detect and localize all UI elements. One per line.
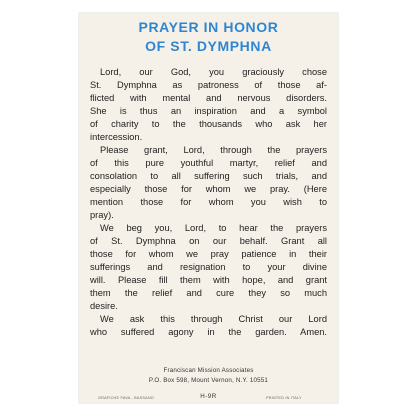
prayer-line: She is thus an inspiration and a symbol xyxy=(90,106,327,116)
prayer-card xyxy=(79,13,338,403)
organization-address: P.O. Box 598, Mount Vernon, N.Y. 10551 xyxy=(148,377,269,384)
title-line-1: PRAYER IN HONOR xyxy=(138,19,279,35)
prayer-line: sufferings and resignation to your divine xyxy=(90,262,327,272)
prayer-line: We beg you, Lord, to hear the prayers xyxy=(100,223,327,233)
prayer-line: Lord, our God, you graciously chose xyxy=(100,67,327,77)
title-line-2: OF ST. DYMPHNA xyxy=(145,38,272,54)
prayer-line: We ask this through Christ our Lord xyxy=(100,314,327,324)
organization-name: Franciscan Mission Associates xyxy=(163,367,254,374)
prayer-line: those for whom we pray patience in their xyxy=(90,249,327,259)
prayer-line: will. Please fill them with hope, and grant xyxy=(90,275,327,285)
prayer-line: desire. xyxy=(90,301,118,311)
prayer-line: flicted with mental and nervous disorders. xyxy=(90,93,327,103)
prayer-line: St. Dymphna as patroness of those af- xyxy=(90,80,327,90)
prayer-line: consolation to all suffering such trials, and xyxy=(90,171,327,181)
prayer-line: of charity to the thousands who ask her xyxy=(90,119,327,129)
prayer-line: especially those for whom we pray. (Here xyxy=(90,184,327,194)
prayer-line: intercession. xyxy=(90,132,143,142)
prayer-text xyxy=(90,66,327,339)
prayer-line: who suffered agony in the garden. Amen. xyxy=(90,327,327,337)
prayer-line: mention those for whom you wish to xyxy=(90,197,327,207)
printed-in: PRINTED IN ITALY xyxy=(266,396,302,400)
prayer-line: pray). xyxy=(90,210,114,220)
prayer-line: of St. Dymphna on our behalf. Grant all xyxy=(90,236,327,246)
printer-credit: GRAFICHE FAVA - BASSANO xyxy=(98,396,154,400)
prayer-line: them the relief and cure they so much xyxy=(90,288,327,298)
card-code: H-9R xyxy=(200,393,217,400)
prayer-line: of this pure youthful martyr, relief and xyxy=(90,158,327,168)
prayer-line: Please grant, Lord, through the prayers xyxy=(100,145,327,155)
